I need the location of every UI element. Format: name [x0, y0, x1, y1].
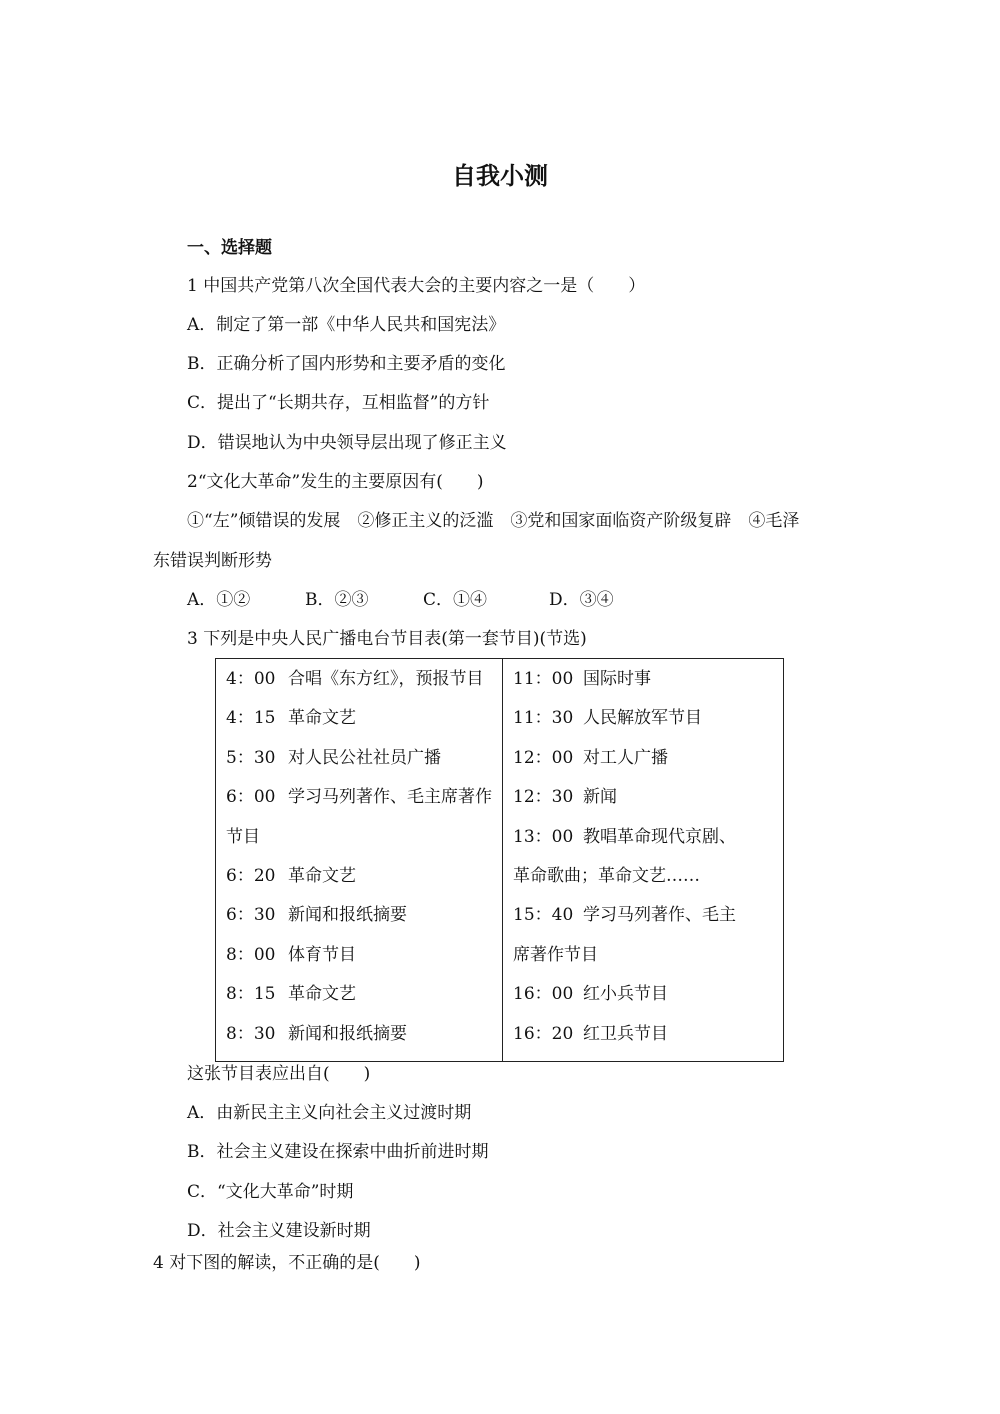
question-2-option-b: B．②③ [305, 590, 369, 610]
question-1-option-b: B．正确分析了国内形势和主要矛盾的变化 [187, 354, 506, 374]
schedule-time: 8：30 [226, 1023, 276, 1044]
schedule-row [513, 706, 773, 745]
schedule-program: 对工人广播 [583, 747, 668, 768]
page-title: 自我小测 [452, 162, 548, 190]
schedule-row [226, 706, 492, 745]
schedule-time: 16：20 [513, 1023, 574, 1044]
schedule-row [226, 903, 492, 942]
schedule-row [513, 903, 773, 942]
question-2-option-d: D．③④ [549, 590, 614, 610]
schedule-time: 6：30 [226, 905, 276, 926]
schedule-row-continued [226, 825, 492, 864]
schedule-program: 席著作节目 [513, 944, 598, 965]
schedule-row [513, 667, 773, 706]
schedule-program: 革命文艺 [288, 865, 356, 886]
schedule-time: 6：00 [226, 787, 276, 808]
schedule-program: 新闻和报纸摘要 [288, 905, 407, 926]
schedule-program: 教唱革命现代京剧、 [583, 826, 736, 847]
schedule-program: 红卫兵节目 [583, 1023, 668, 1044]
question-1-option-a: A．制定了第一部《中华人民共和国宪法》 [187, 315, 506, 335]
schedule-row-continued [513, 864, 773, 903]
schedule-time: 12：00 [513, 747, 574, 768]
schedule-time: 11：00 [513, 669, 574, 689]
question-3-option-c: C．“文化大革命”时期 [187, 1182, 354, 1202]
schedule-row [513, 785, 773, 824]
schedule-program: 新闻 [583, 787, 617, 808]
schedule-program: 革命文艺 [288, 708, 356, 729]
schedule-right-column [503, 659, 784, 1062]
schedule-row [226, 785, 492, 824]
schedule-time: 8：00 [226, 944, 276, 965]
schedule-time: 16：00 [513, 984, 574, 1005]
schedule-program: 新闻和报纸摘要 [288, 1023, 407, 1044]
schedule-row [226, 1022, 492, 1061]
schedule-row [513, 825, 773, 864]
schedule-program: 对人民公社社员广播 [288, 747, 441, 768]
schedule-row [226, 982, 492, 1021]
schedule-time: 4：15 [226, 708, 276, 729]
schedule-row [226, 864, 492, 903]
question-2-statements-continued: 东错误判断形势 [153, 551, 272, 571]
schedule-program: 革命歌曲；革命文艺…… [513, 865, 700, 886]
schedule-row [513, 1022, 773, 1061]
question-2-option-a: A．①② [187, 590, 251, 610]
question-2-stem: 2“文化大革命”发生的主要原因有( ) [187, 472, 484, 492]
question-3-question: 这张节目表应出自( ) [187, 1064, 371, 1084]
schedule-program: 学习马列著作、毛主席著作 [288, 787, 492, 808]
schedule-program: 革命文艺 [288, 984, 356, 1005]
question-4-stem: 4 对下图的解读，不正确的是( ) [153, 1253, 421, 1273]
section-heading: 一、选择题 [187, 238, 272, 258]
question-3-option-a: A．由新民主主义向社会主义过渡时期 [187, 1103, 472, 1123]
schedule-time: 8：15 [226, 984, 276, 1005]
schedule-program: 红小兵节目 [583, 984, 668, 1005]
schedule-time: 11：30 [513, 708, 574, 729]
schedule-row [226, 667, 492, 706]
schedule-program: 国际时事 [583, 669, 651, 689]
schedule-program: 体育节目 [288, 944, 356, 965]
question-3-option-d: D．社会主义建设新时期 [187, 1221, 371, 1241]
schedule-time: 12：30 [513, 787, 574, 808]
program-schedule-table [215, 658, 784, 1062]
schedule-time: 5：30 [226, 747, 276, 768]
schedule-row [226, 943, 492, 982]
schedule-time: 4：00 [226, 669, 276, 689]
question-3-option-b: B．社会主义建设在探索中曲折前进时期 [187, 1142, 489, 1162]
schedule-row-continued [513, 943, 773, 982]
question-1-stem: 1 中国共产党第八次全国代表大会的主要内容之一是（ ） [187, 276, 646, 296]
schedule-program: 人民解放军节目 [583, 708, 702, 729]
schedule-row [513, 982, 773, 1021]
schedule-time: 15：40 [513, 905, 574, 926]
question-2-statements: ①“左”倾错误的发展 ②修正主义的泛滥 ③党和国家面临资产阶级复辟 ④毛泽 [187, 511, 800, 531]
schedule-left-column [216, 659, 503, 1062]
question-2-option-c: C．①④ [423, 590, 488, 610]
schedule-row [226, 746, 492, 785]
schedule-row [513, 746, 773, 785]
schedule-program: 节目 [226, 826, 260, 847]
schedule-program: 合唱《东方红》，预报节目 [288, 669, 484, 689]
question-3-stem: 3 下列是中央人民广播电台节目表(第一套节目)(节选) [187, 629, 587, 649]
schedule-time: 13：00 [513, 826, 574, 847]
schedule-program: 学习马列著作、毛主 [583, 905, 736, 926]
schedule-time: 6：20 [226, 865, 276, 886]
question-1-option-d: D．错误地认为中央领导层出现了修正主义 [187, 433, 507, 453]
question-1-option-c: C．提出了“长期共存，互相监督”的方针 [187, 393, 490, 413]
